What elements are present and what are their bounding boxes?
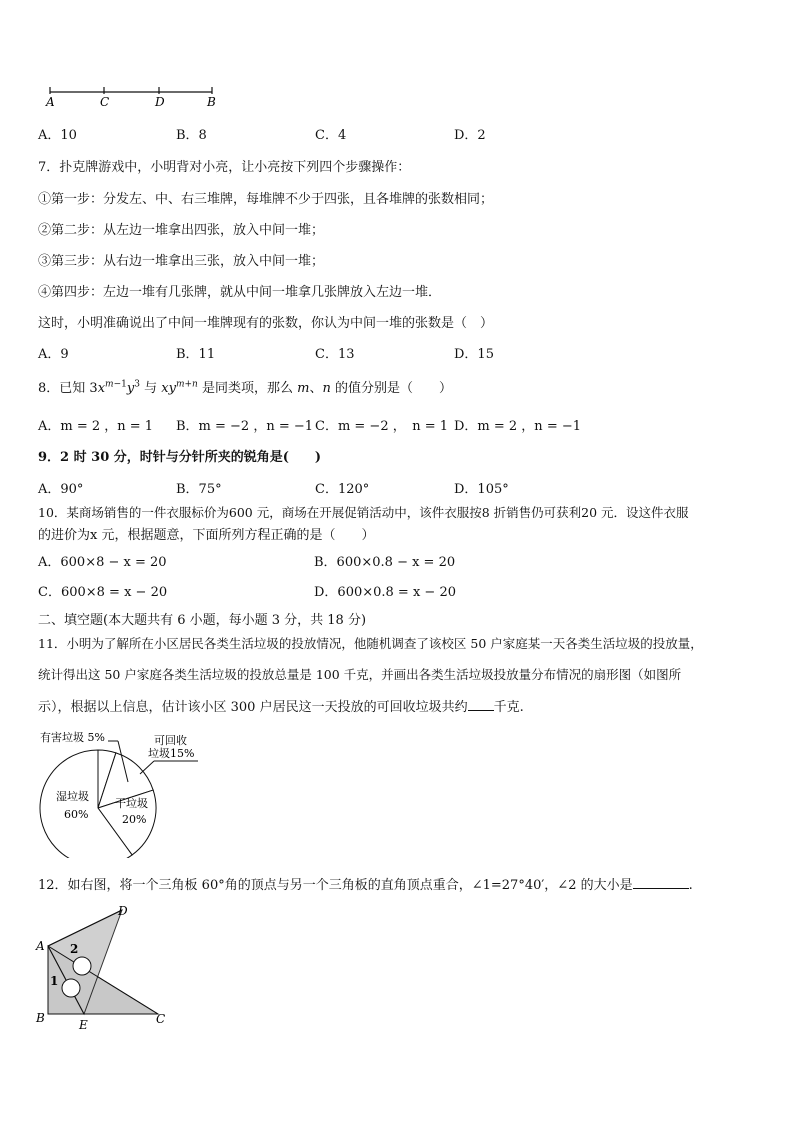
q9-options (38, 478, 758, 498)
q9-option-b[interactable]: B．75° (176, 482, 222, 497)
q8-option-a[interactable]: A．m = 2 ，n = 1 (38, 419, 154, 434)
triangle-hole-2 (62, 979, 80, 997)
q7-question: 这时，小明准确说出了中间一堆牌现有的张数，你认为中间一堆的张数是（ ） (38, 316, 494, 331)
q8-term-1: $3x^{m-1}y^3$ (89, 379, 140, 396)
label-hazardous: 有害垃圾 5% (40, 731, 105, 744)
q9-option-d[interactable]: D．105° (454, 482, 509, 497)
q10-option-b[interactable]: B．600×0.8 − x = 20 (314, 555, 456, 570)
q10-option-c[interactable]: C．600×8 = x − 20 (38, 585, 168, 600)
q7-option-d[interactable]: D．15 (454, 347, 494, 362)
q11-line-1: 11．小明为了解所在小区居民各类生活垃圾的投放情况，他随机调查了该校区 50 户家庭某一天各类生活垃圾的投放量， (38, 636, 703, 651)
q7-stem: 7．扑克牌游戏中，小明背对小亮，让小亮按下列四个步骤操作： (38, 160, 411, 175)
q8-stem-suffix: 是同类项，那么 (201, 381, 293, 396)
q11-line-3-end: 千克. (493, 700, 524, 715)
q8-options (38, 415, 758, 435)
segment-label-b: B (207, 95, 216, 109)
q8-stem-mid: 与 (144, 381, 158, 396)
q12-stem (38, 874, 693, 893)
triangle-hole-1 (73, 957, 91, 975)
q6-option-c[interactable]: C．4 (315, 128, 347, 143)
q11-line-3-text: 示），根据以上信息，估计该小区 300 户居民这一天投放的可回收垃圾共约 (38, 700, 468, 715)
point-label-c: C (156, 1012, 166, 1026)
q10-option-a[interactable]: A．600×8 − x = 20 (38, 555, 167, 570)
segment-label-d: D (155, 95, 165, 109)
segment-figure (40, 82, 230, 112)
q7-option-c[interactable]: C．13 (315, 347, 355, 362)
q6-option-b[interactable]: B．8 (176, 128, 207, 143)
q12-answer-blank[interactable] (633, 876, 689, 889)
q11-line-3 (38, 696, 524, 715)
q10-options-row-2 (38, 581, 758, 601)
q11-answer-blank[interactable] (468, 698, 494, 711)
label-dry-2: 20% (122, 813, 147, 826)
q8-stem-prefix: 8．已知 (38, 381, 86, 396)
q6-option-a[interactable]: A．10 (38, 128, 77, 143)
q7-step-2: ②第二步：从左边一堆拿出四张，放入中间一堆； (38, 223, 325, 238)
angle-label-1: 1 (50, 974, 59, 988)
garbage-pie-chart (36, 728, 206, 858)
q7-option-a[interactable]: A．9 (38, 347, 69, 362)
angle-label-2: 2 (70, 942, 79, 956)
segment-label-a: A (46, 95, 55, 109)
q8-option-b[interactable]: B．m = −2 ，n = −1 (176, 419, 314, 434)
q8-stem: 8．已知 $3x^{m-1}y^3$ 与 $xy^{m+n}$ 是同类项，那么 m、n 的值分别是（ ） (38, 379, 452, 396)
q10-options-row-1 (38, 551, 758, 571)
q8-option-c[interactable]: C．m = −2 ， n = 1 (315, 419, 449, 434)
segment-label-c: C (100, 95, 110, 109)
q12-stem-end: . (688, 878, 693, 893)
label-wet-1: 湿垃圾 (56, 790, 89, 803)
point-label-e: E (79, 1018, 88, 1032)
q7-step-4: ④第四步：左边一堆有几张牌，就从中间一堆拿几张牌放入左边一堆． (38, 285, 442, 300)
triangle-figure (30, 902, 180, 1037)
q9-option-c[interactable]: C．120° (315, 482, 370, 497)
q7-options (38, 343, 758, 363)
q9-stem: 9．2 时 30 分，时针与分针所夹的锐角是( ) (38, 450, 322, 465)
label-recyclable-2: 垃圾15% (148, 747, 195, 760)
q10-line-2: 的进价为x 元，根据题意，下面所列方程正确的是（ ） (38, 528, 375, 543)
q10-option-d[interactable]: D．600×0.8 = x − 20 (314, 585, 456, 600)
q7-step-1: ①第一步：分发左、中、右三堆牌，每堆牌不少于四张，且各堆牌的张数相同； (38, 192, 494, 207)
q10-line-1: 10．某商场销售的一件衣服标价为600 元，商场在开展促销活动中，该件衣服按8 折销售仍可获利20 元．设这件衣服 (38, 505, 689, 520)
q8-option-d[interactable]: D．m = 2 ，n = −1 (454, 419, 582, 434)
point-label-a: A (36, 939, 45, 953)
point-label-d: D (118, 904, 128, 918)
q8-var-m: m (297, 381, 310, 396)
q6-options (38, 124, 758, 144)
q12-stem-text: 12．如右图，将一个三角板 60°角的顶点与另一个三角板的直角顶点重合，∠1=27°40′，∠2 的大小是 (38, 878, 633, 893)
q8-var-n: n (322, 381, 331, 396)
q7-option-b[interactable]: B．11 (176, 347, 216, 362)
q8-term-2: $xy^{m+n}$ (161, 379, 198, 396)
q6-option-d[interactable]: D．2 (454, 128, 486, 143)
recyclable-leader-line-2 (140, 761, 154, 774)
q8-stem-end: 的值分别是（ ） (334, 381, 452, 396)
q11-line-2: 统计得出这 50 户家庭各类生活垃圾的投放总量是 100 千克，并画出各类生活垃圾投放量分布情况的扇形图（如图所 (38, 667, 682, 682)
label-recyclable-1: 可回收 (154, 734, 187, 747)
q9-option-a[interactable]: A．90° (38, 482, 84, 497)
section-title-fill-in: 二、填空题(本大题共有 6 小题，每小题 3 分，共 18 分) (38, 613, 367, 628)
point-label-b: B (36, 1011, 45, 1025)
label-dry-1: 干垃圾 (115, 797, 148, 810)
q7-step-3: ③第三步：从右边一堆拿出三张，放入中间一堆； (38, 254, 325, 269)
label-wet-2: 60% (64, 808, 89, 821)
